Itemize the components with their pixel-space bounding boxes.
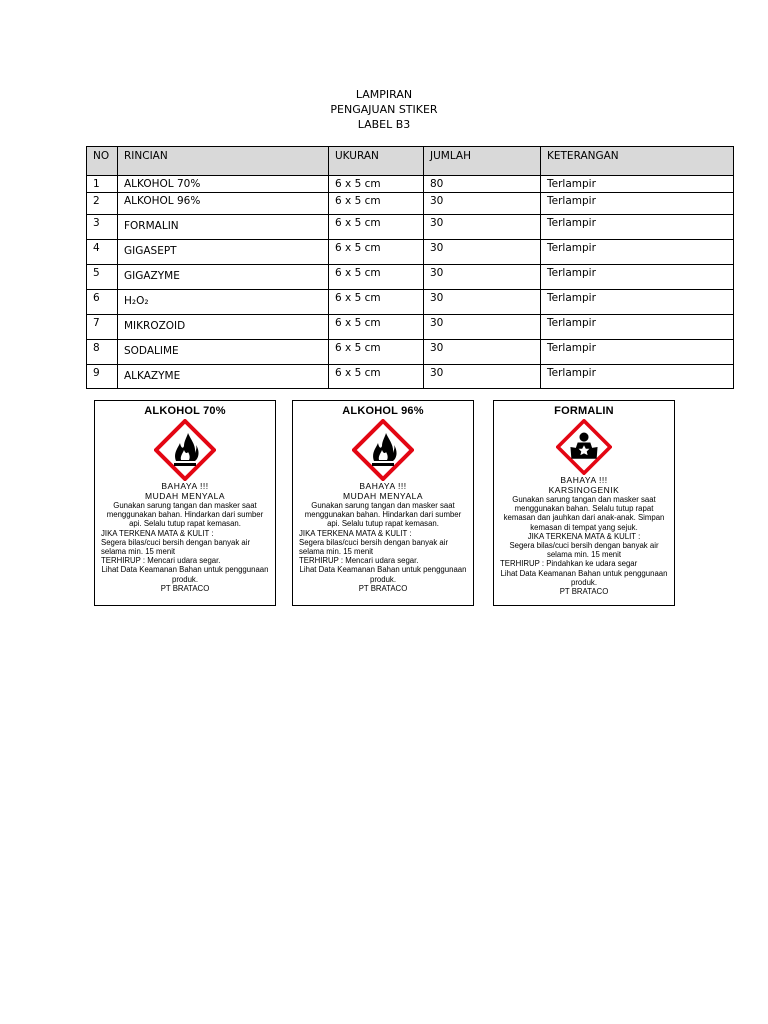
label-hazard: MUDAH MENYALA [342,491,424,501]
label-title: ALKOHOL 96% [342,405,424,417]
label-eye-text: Segera bilas/cuci bersih dengan banyak air selama min. 15 menit [509,541,659,560]
cell-no: 2 [87,193,118,215]
label-instruction: Gunakan sarung tangan dan masker saat menggunakan bahan. Selalu tutup rapat kemasan dan jauhkan dari anak-anak. Simpan kemasan di tempat yang sejuk. [503,495,665,532]
label-eye-text: Segera bilas/cuci bersih dengan banyak air selama min. 15 menit [101,537,251,557]
label-title: FORMALIN [554,405,614,417]
header-jumlah: JUMLAH [424,147,541,176]
cell-ukuran: 6 x 5 cm [329,365,424,389]
header-no: NO [87,147,118,176]
document-title [0,87,768,132]
cell-no: 6 [87,290,118,315]
label-hazard: KARSINOGENIK [548,485,620,495]
title-lampiran: LAMPIRAN [355,88,413,101]
label-msds: Lihat Data Keamanan Bahan untuk penggunaan produk. [500,568,668,587]
cell-ukuran: 6 x 5 cm [329,265,424,290]
rincian-text: ALKOHOL 96% [124,195,201,207]
label-company: PT BRATACO [160,583,210,593]
label-bahaya: BAHAYA !!! [161,481,209,491]
flame-icon [352,419,414,481]
cell-no: 8 [87,340,118,365]
flame-icon [154,419,216,481]
label-hazard: MUDAH MENYALA [144,491,226,501]
label-eye-text: Segera bilas/cuci bersih dengan banyak air selama min. 15 menit [299,537,449,557]
cell-keterangan: Terlampir [541,240,734,265]
title-pengajuan: PENGAJUAN STIKER [330,103,438,116]
cell-rincian [118,176,329,193]
cell-jumlah: 30 [424,215,541,240]
health-hazard-icon [556,419,612,475]
rincian-text: ALKAZYME [124,370,181,382]
cell-jumlah: 30 [424,365,541,389]
header-keterangan: KETERANGAN [541,147,734,176]
cell-no: 3 [87,215,118,240]
label-eye-title: JIKA TERKENA MATA & KULIT : [101,528,214,538]
sticker-request-table [86,146,734,389]
rincian-text: SODALIME [124,345,179,357]
cell-ukuran: 6 x 5 cm [329,215,424,240]
cell-ukuran: 6 x 5 cm [329,240,424,265]
cell-keterangan: Terlampir [541,340,734,365]
cell-jumlah: 80 [424,176,541,193]
cell-keterangan: Terlampir [541,193,734,215]
table-row [87,215,734,240]
rincian-text: FORMALIN [124,220,179,232]
label-instruction: Gunakan sarung tangan dan masker saat menggunakan bahan. Hindarkan dari sumber api. Selalu tutup rapat kemasan. [106,501,264,529]
cell-ukuran: 6 x 5 cm [329,340,424,365]
rincian-text: GIGAZYME [124,270,180,282]
cell-keterangan: Terlampir [541,290,734,315]
cell-no: 7 [87,315,118,340]
label-instruction: Gunakan sarung tangan dan masker saat menggunakan bahan. Hindarkan dari sumber api. Selalu tutup rapat kemasan. [304,501,462,529]
rincian-text: H₂O₂ [124,295,149,307]
table-row [87,240,734,265]
cell-jumlah: 30 [424,340,541,365]
label-title: ALKOHOL 70% [144,405,226,417]
cell-ukuran: 6 x 5 cm [329,176,424,193]
cell-rincian [118,290,329,315]
table-row [87,265,734,290]
cell-keterangan: Terlampir [541,315,734,340]
cell-jumlah: 30 [424,265,541,290]
label-bahaya: BAHAYA !!! [560,475,608,485]
cell-keterangan: Terlampir [541,215,734,240]
label-eye-title: JIKA TERKENA MATA & KULIT : [299,528,412,538]
table-row [87,176,734,193]
cell-jumlah: 30 [424,193,541,215]
header-ukuran: UKURAN [329,147,424,176]
table-row [87,193,734,215]
rincian-text: ALKOHOL 70% [124,178,201,190]
header-rincian: RINCIAN [118,147,329,176]
label-eye-title: JIKA TERKENA MATA & KULIT : [527,531,641,541]
cell-rincian [118,315,329,340]
rincian-text: MIKROZOID [124,320,186,332]
cell-rincian [118,215,329,240]
cell-no: 1 [87,176,118,193]
title-label: LABEL B3 [357,118,411,131]
label-bahaya: BAHAYA !!! [359,481,407,491]
label-inhale: TERHIRUP : Mencari udara segar. [299,556,419,566]
cell-jumlah: 30 [424,290,541,315]
cell-ukuran: 6 x 5 cm [329,193,424,215]
cell-rincian [118,240,329,265]
label-inhale: TERHIRUP : Pindahkan ke udara segar [500,559,638,569]
table-row [87,315,734,340]
table-header-row [87,147,734,176]
cell-jumlah: 30 [424,240,541,265]
cell-rincian [118,340,329,365]
table-row [87,290,734,315]
label-company: PT BRATACO [559,587,609,597]
cell-ukuran: 6 x 5 cm [329,315,424,340]
sticker-label-alkohol-70 [94,400,276,606]
label-msds: Lihat Data Keamanan Bahan untuk penggunaan produk. [101,565,269,584]
table-row [87,340,734,365]
label-msds: Lihat Data Keamanan Bahan untuk penggunaan produk. [299,565,467,584]
cell-jumlah: 30 [424,315,541,340]
rincian-text: GIGASEPT [124,245,177,257]
table-row [87,365,734,389]
label-company: PT BRATACO [358,583,408,593]
sticker-label-alkohol-96 [292,400,474,606]
cell-keterangan: Terlampir [541,265,734,290]
cell-keterangan: Terlampir [541,176,734,193]
cell-keterangan: Terlampir [541,365,734,389]
cell-no: 4 [87,240,118,265]
cell-no: 9 [87,365,118,389]
cell-rincian [118,265,329,290]
cell-rincian [118,365,329,389]
cell-ukuran: 6 x 5 cm [329,290,424,315]
label-inhale: TERHIRUP : Mencari udara segar. [101,556,221,566]
cell-no: 5 [87,265,118,290]
sticker-label-formalin [493,400,675,606]
cell-rincian [118,193,329,215]
